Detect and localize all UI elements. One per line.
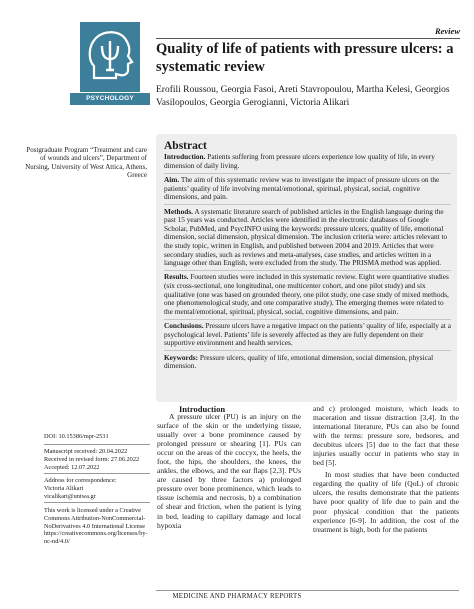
meta-divider [44, 502, 150, 503]
body-column-left [157, 412, 301, 533]
abstract-conclusions: Conclusions. Pressure ulcers have a negative impact on the patients’ quality of life, especially at a psychological level. Patients’ life is severely affected as they are fully dependent on their supportive environment and health services. [164, 321, 452, 348]
correspondence-email[interactable]: vicalikari@uniwa.gr [44, 492, 96, 500]
affiliation: Postgraduate Program “Treatment and care of wounds and ulcers”, Department of Nursing, University of West Attica, Athens, Greece [25, 146, 147, 179]
abstract-methods: Methods. A systematic literature search of published articles in the English language during the past 15 years was conducted. Articles were identified in the electronic databases of Google Scholar, PubMed, and PsycINFO using the keywords: pressure ulcers, quality of life, emotional dimension, social dimension, physical dimension. The inclusion criteria were: articles relevant to the study topic, written in English, and published between 2004 and 2019. Articles that were secondary studies, such as reviews and meta-analyses, case studies, and articles written in a language other than English, were excluded from the study. The PRISMA method was applied. [164, 206, 448, 268]
abstract-box [156, 134, 457, 402]
correspondence: Address for correspondence: Victoria Alikari vicalikari@uniwa.gr [44, 477, 154, 500]
doi[interactable]: DOI: 10.15386/mpr-2531 [44, 433, 109, 440]
journal-logo [80, 22, 140, 92]
abstract-divider [164, 204, 451, 205]
footer-divider [156, 590, 459, 591]
introduction-heading: Introduction [179, 404, 226, 414]
body-column-right [313, 404, 459, 537]
license-note: This work is licensed under a Creative Commons Attribution-NonCommercial-NoDerivatives 4.0 International License https://creativecommons.org/licenses/by-nc-nd/4.0/ [44, 507, 148, 546]
meta-divider [44, 444, 150, 445]
body-paragraph: A pressure ulcer (PU) is an injury on the surface of the skin or the underlying tissue, usually over a bone prominence caused by prolonged pressure or shearing [1]. PUs can occur on the areas of the coccyx, the heels, the foot, the hips, the shoulders, the knees, the ankles, the elbows, and the ear flaps [2,3]. PUs are caused by three factors a) prolonged pressure over bone prominence, which leads to tissue ischemia and necrosis, b) a combination of shear and friction, when the patient is lying in bed, leading to capillary damage and local hypoxia [157, 412, 301, 530]
author-list: Erofili Roussou, Georgia Fasoi, Areti Stavropoulou, Martha Kelesi, Georgios Vasilopoulos, Georgia Gerogianni, Victoria Alikari [156, 85, 450, 108]
article-title: Quality of life of patients with pressure ulcers: a systematic review [156, 41, 454, 75]
abstract-results: Results. Fourteen studies were included in this systematic review. Eight were quantitative studies (six cross-sectional, one longitudinal, one multicenter cohort, and one pilot study) and six qualitative (one was based on grounded theory, one pilot study, one case study of mixed methods, one phenomenological study, and one comparative study). The emerging themes were related to the mental/emotional, spiritual, physical, social, cognitive dimensions, and pain. [164, 272, 449, 316]
psi-head-icon [86, 28, 134, 86]
header-divider [156, 38, 460, 39]
section-label: Review [434, 26, 460, 36]
journal-logo-label: PSYCHOLOGY [70, 93, 150, 105]
abstract-divider [164, 319, 451, 320]
meta-divider [44, 473, 150, 474]
abstract-introduction: Introduction. Patients suffering from pressure ulcers experience low quality of life, in every dimension of daily living. [164, 152, 435, 170]
body-paragraph: and c) prolonged moisture, which leads to maceration and tissue distraction [3,4]. In the international literature, PUs can also be found with the terms: pressure sore, bedsores, and decubitus ulcers [5] due to the fact that these injuries usually occur in patients who stay in bed [5]. [313, 404, 459, 468]
abstract-divider [164, 270, 451, 271]
abstract-heading: Abstract [164, 140, 207, 152]
abstract-divider [164, 173, 451, 174]
abstract-keywords: Keywords: Pressure ulcers, quality of life, emotional dimension, social dimension, physical dimension. [164, 352, 434, 371]
journal-footer: MEDICINE AND PHARMACY REPORTS [172, 593, 302, 600]
abstract-aim: Aim. The aim of this systematic review was to investigate the impact of pressure ulcers on the patients’ quality of life involving mental/emotional, spiritual, physical, social, cognitive dimensions, and pain. [164, 174, 440, 202]
abstract-divider [164, 350, 451, 351]
manuscript-dates: Manuscript received: 20.04.2022 Received in revised form: 27.06.2022 Accepted: 12.07.2022 [44, 448, 140, 471]
body-paragraph: In most studies that have been conducted regarding the quality of life (QoL) of chronic ulcers, the results demonstrate that the patients have poor quality of life due to pain and the poor physical condition that the patients experience [6-9]. In addition, the cost of the treatment is high, both for the patients [313, 470, 459, 534]
